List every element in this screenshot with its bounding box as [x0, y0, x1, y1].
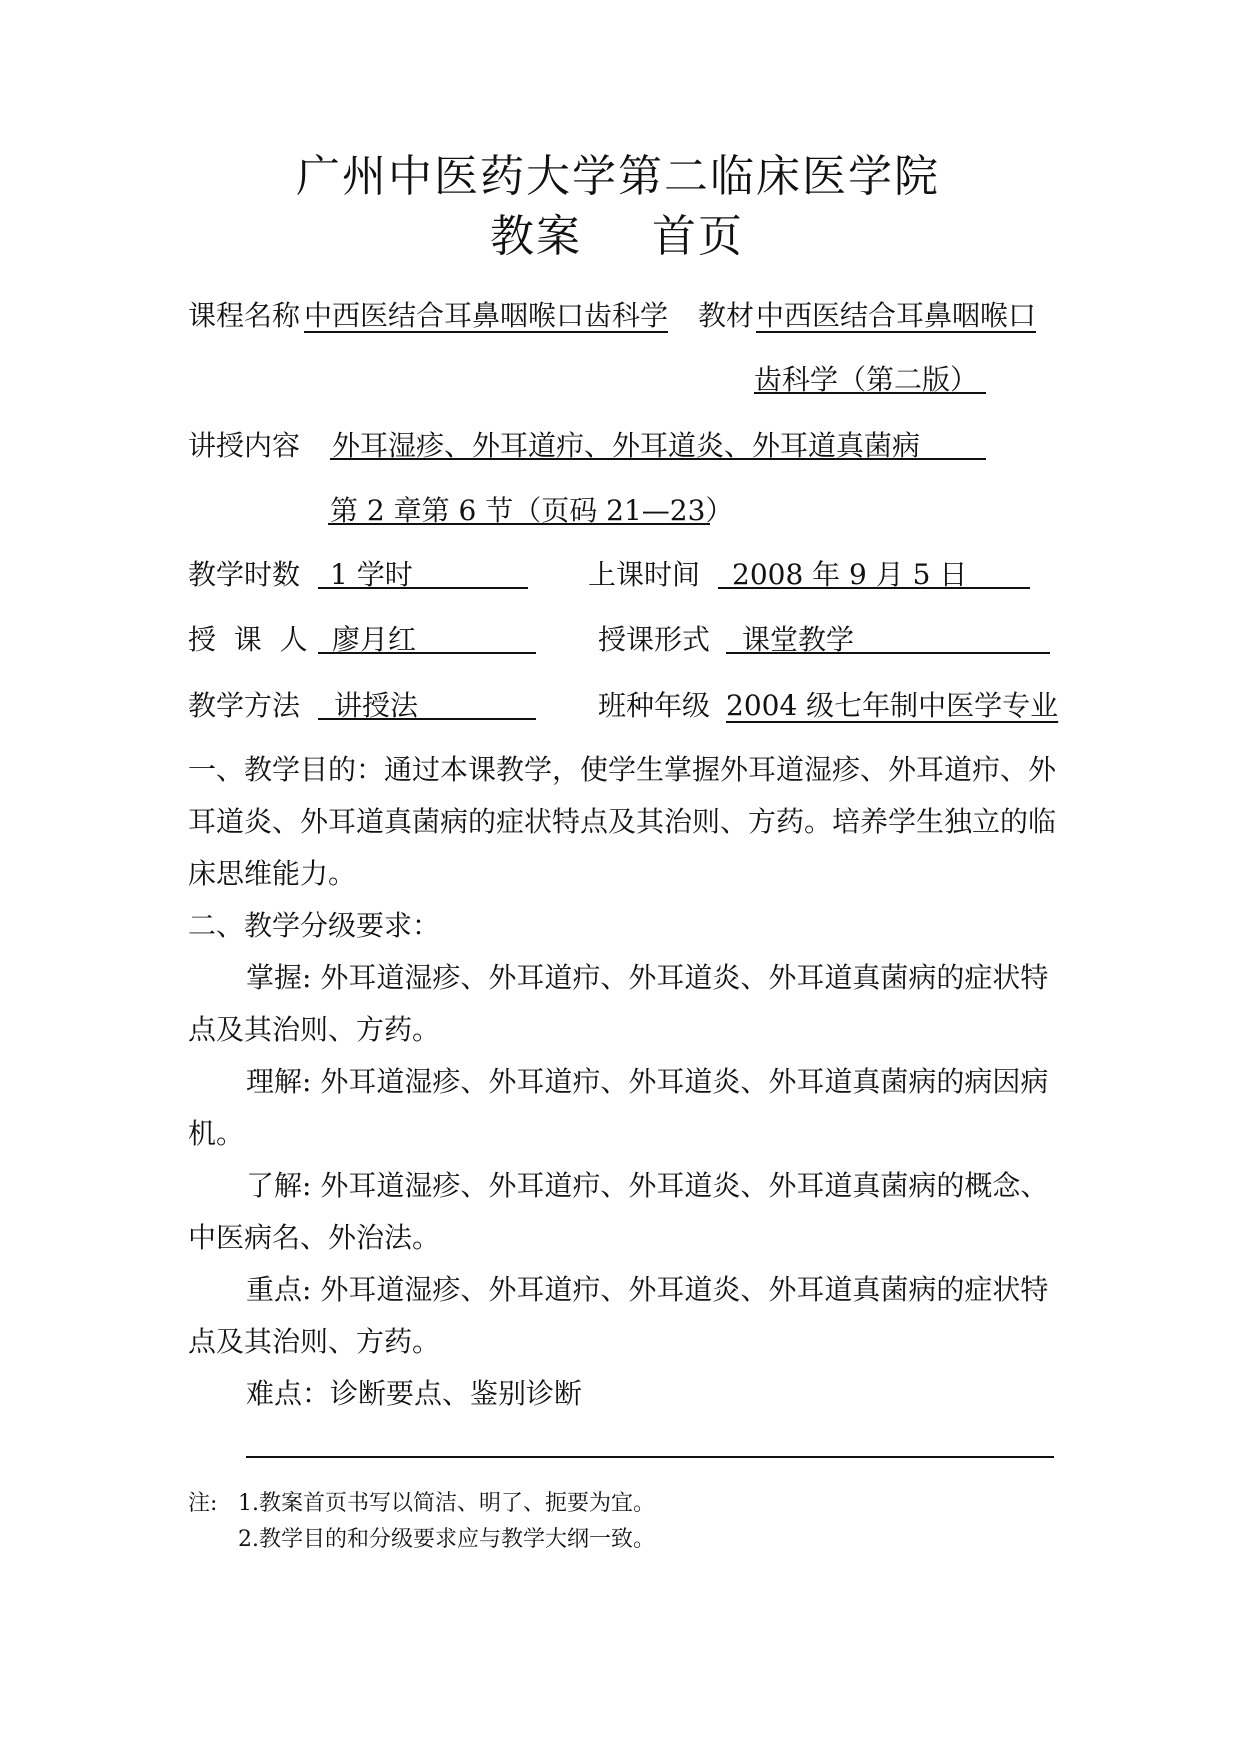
date-underline [718, 587, 1030, 589]
content-line2: 第 2 章第 6 节（页码 21—23） [330, 494, 734, 527]
note-prefix: 注: [188, 1491, 218, 1516]
objective-paragraph: 一、教学目的：通过本课教学，使学生掌握外耳道湿疹、外耳道疖、外耳道炎、外耳道真菌病的症状特点及其治则、方药。培养学生独立的临床思维能力。 [188, 753, 1057, 890]
form-label: 授课形式 [598, 623, 711, 656]
content-line2-underline [328, 523, 710, 525]
master-paragraph: 掌握: 外耳道湿疹、外耳道疖、外耳道炎、外耳道真菌病的症状特点及其治则、方药。 [188, 961, 1049, 1046]
levels-heading: 二、教学分级要求： [188, 909, 441, 942]
method-label: 教学方法 [188, 689, 301, 722]
teacher-underline [318, 652, 536, 654]
know-paragraph: 了解: 外耳道湿疹、外耳道疖、外耳道炎、外耳道真菌病的概念、中医病名、外治法。 [188, 1169, 1049, 1254]
hours-value: 1 学时 [330, 558, 413, 591]
method-underline [318, 718, 536, 720]
note-2: 2.教学目的和分级要求应与教学大纲一致。 [238, 1527, 655, 1552]
note-1: 1.教案首页书写以简洁、明了、扼要为宜。 [238, 1491, 655, 1516]
textbook-value-line1: 中西医结合耳鼻咽喉口 [756, 299, 1037, 332]
content-label: 讲授内容 [188, 429, 301, 462]
form-value: 课堂教学 [742, 623, 855, 656]
teacher-value: 廖月红 [332, 623, 417, 656]
form-underline [726, 652, 1050, 654]
footnote-divider [246, 1456, 1054, 1458]
difficult-paragraph: 难点：诊断要点、鉴别诊断 [246, 1377, 583, 1410]
content-line1-underline [330, 458, 986, 460]
page-subtitle-right: 首页 [652, 211, 744, 262]
hours-label: 教学时数 [188, 558, 301, 591]
textbook-label: 教材 [698, 299, 755, 332]
textbook-underline [754, 392, 986, 394]
textbook-value-line2: 齿科学（第二版） [754, 363, 979, 396]
date-label: 上课时间 [588, 558, 701, 591]
method-value: 讲授法 [334, 689, 419, 722]
key-paragraph: 重点: 外耳道湿疹、外耳道疖、外耳道炎、外耳道真菌病的症状特点及其治则、方药。 [188, 1273, 1049, 1358]
class-label: 班种年级 [598, 689, 711, 722]
class-value: 2004 级七年制中医学专业 [726, 689, 1059, 722]
page-subtitle-left: 教案 [490, 211, 582, 262]
course-value: 中西医结合耳鼻咽喉口齿科学 [304, 299, 669, 332]
teacher-label: 授 课 人 [188, 623, 308, 656]
hours-underline [318, 587, 528, 589]
date-value: 2008 年 9 月 5 日 [732, 558, 968, 591]
page-title: 广州中医药大学第二临床医学院 [296, 151, 940, 202]
course-label: 课程名称 [188, 299, 301, 332]
understand-paragraph: 理解: 外耳道湿疹、外耳道疖、外耳道炎、外耳道真菌病的病因病机。 [188, 1065, 1049, 1150]
content-line1: 外耳湿疹、外耳道疖、外耳道炎、外耳道真菌病 [332, 429, 921, 462]
